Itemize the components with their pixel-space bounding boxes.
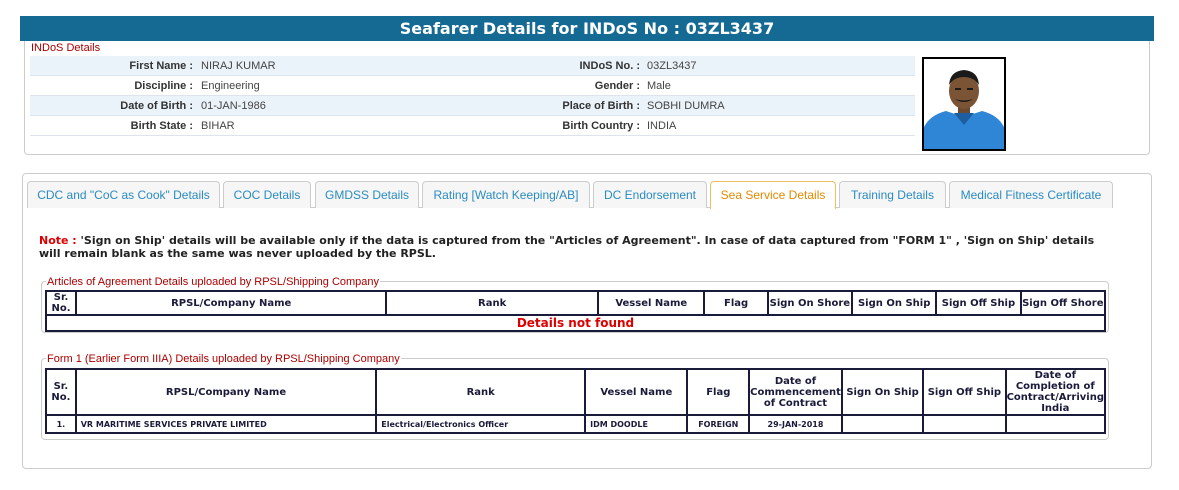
col-vessel: Vessel Name — [585, 369, 687, 415]
birth-country-label: Birth Country : — [562, 120, 640, 132]
col-flag: Flag — [704, 291, 767, 315]
row-vessel: IDM DOODLE — [585, 415, 687, 433]
articles-legend: Articles of Agreement Details uploaded by RPSL/Shipping Company — [47, 276, 380, 288]
person-photo-icon — [924, 59, 1004, 149]
row-commencement: 29-JAN-2018 — [749, 415, 842, 433]
row-completion — [1006, 415, 1105, 433]
birth-country-value: INDIA — [647, 120, 677, 132]
row-flag: FOREIGN — [687, 415, 749, 433]
person-photo — [922, 57, 1006, 151]
row-company: VR MARITIME SERVICES PRIVATE LIMITED — [76, 415, 377, 433]
birth-state-value: BIHAR — [201, 120, 235, 132]
dob-label: Date of Birth : — [120, 100, 193, 112]
col-sign-on-ship: Sign On Ship — [852, 291, 936, 315]
col-company: RPSL/Company Name — [76, 291, 386, 315]
birth-state-label: Birth State : — [130, 120, 193, 132]
tab-dc-endorsement[interactable]: DC Endorsement — [593, 181, 707, 208]
col-rank: Rank — [386, 291, 598, 315]
table-row — [46, 415, 1105, 433]
page-title: Seafarer Details for INDoS No : 03ZL3437 — [20, 16, 1154, 41]
tab-training[interactable]: Training Details — [839, 181, 946, 208]
discipline-label: Discipline : — [134, 80, 193, 92]
col-sign-off-shore: Sign Off Shore — [1021, 291, 1105, 315]
discipline-value: Engineering — [201, 80, 260, 92]
row-sign-off-ship — [923, 415, 1005, 433]
articles-table — [45, 290, 1106, 332]
tab-coc[interactable]: COC Details — [223, 181, 311, 208]
tab-gmdss[interactable]: GMDSS Details — [315, 181, 419, 208]
col-sign-on-ship: Sign On Ship — [842, 369, 923, 415]
col-vessel: Vessel Name — [598, 291, 704, 315]
gender-value: Male — [647, 80, 671, 92]
row-rank: Electrical/Electronics Officer — [376, 415, 585, 433]
place-of-birth-value: SOBHI DUMRA — [647, 100, 725, 112]
articles-header-row — [46, 291, 1105, 315]
col-sign-on-shore: Sign On Shore — [768, 291, 852, 315]
col-rank: Rank — [376, 369, 585, 415]
indos-no-value: 03ZL3437 — [647, 60, 697, 72]
first-name-value: NIRAJ KUMAR — [201, 60, 276, 72]
indos-no-label: INDoS No. : — [579, 60, 640, 72]
indos-details-legend: INDoS Details — [31, 42, 101, 54]
articles-empty-row — [46, 315, 1105, 331]
tab-cdc[interactable]: CDC and "CoC as Cook" Details — [27, 181, 220, 208]
tab-sea-service[interactable]: Sea Service Details — [710, 181, 836, 209]
gender-label: Gender : — [594, 80, 640, 92]
col-sr-no: Sr. No. — [46, 291, 76, 315]
sign-on-ship-note — [39, 234, 1099, 260]
note-text: 'Sign on Ship' details will be available only if the data is captured from the "Articles of Agreement". In case of data captured from "FORM 1" , 'Sign on Ship' details will remain blank as the same was never uploaded by the RPSL. — [39, 234, 1095, 260]
note-label: Note : — [39, 234, 77, 247]
info-row-first-name — [30, 56, 915, 76]
col-sr-no: Sr. No. — [46, 369, 76, 415]
info-row-dob — [30, 96, 915, 116]
form1-table — [45, 368, 1106, 434]
col-sign-off-ship: Sign Off Ship — [936, 291, 1020, 315]
tab-medical-fitness[interactable]: Medical Fitness Certificate — [949, 181, 1113, 208]
col-sign-off-ship: Sign Off Ship — [923, 369, 1005, 415]
col-flag: Flag — [687, 369, 749, 415]
col-date-commencement: Date of Commencement of Contract — [749, 369, 842, 415]
first-name-label: First Name : — [129, 60, 193, 72]
details-not-found-message: Details not found — [46, 315, 1105, 331]
row-sr-no: 1. — [46, 415, 76, 433]
tab-rating[interactable]: Rating [Watch Keeping/AB] — [422, 181, 590, 208]
row-sign-on-ship — [842, 415, 923, 433]
col-company: RPSL/Company Name — [76, 369, 377, 415]
dob-value: 01-JAN-1986 — [201, 100, 266, 112]
info-row-discipline — [30, 76, 915, 96]
place-of-birth-label: Place of Birth : — [562, 100, 640, 112]
form1-legend: Form 1 (Earlier Form IIIA) Details uploaded by RPSL/Shipping Company — [47, 353, 400, 365]
form1-header-row — [46, 369, 1105, 415]
col-date-completion: Date of Completion of Contract/Arriving India — [1006, 370, 1104, 414]
info-row-birth-state — [30, 116, 915, 136]
